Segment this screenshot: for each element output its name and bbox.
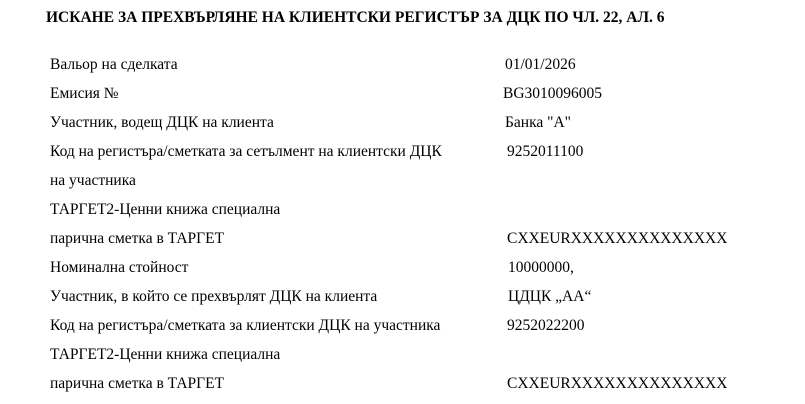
row-label: ТАРГЕТ2-Ценни книжа специална <box>50 346 281 363</box>
row-value: CXXEURXXXXXXXXXXXXXX <box>507 375 728 392</box>
row-holding-participant <box>0 114 805 143</box>
row-value: CXXEURXXXXXXXXXXXXXX <box>507 230 728 247</box>
row-value: ЦДЦК „АА“ <box>508 288 592 305</box>
row-label: парична сметка в ТАРГЕТ <box>50 375 225 392</box>
row-value: 9252022200 <box>507 317 585 334</box>
row-value: 10000000, <box>508 259 574 276</box>
document-title: ИСКАНЕ ЗА ПРЕХВЪРЛЯНЕ НА КЛИЕНТСКИ РЕГИСТЪР ЗА ДЦК ПО ЧЛ. 22, АЛ. 6 <box>46 9 665 26</box>
row-target2-account <box>0 230 805 259</box>
row-settlement-account-code <box>0 143 805 172</box>
row-label: Код на регистъра/сметката за клиентски ДЦК на участника <box>50 317 441 334</box>
row-issue-number <box>0 85 805 114</box>
row-value: 01/01/2026 <box>505 56 576 73</box>
row-target2-account-label-2 <box>0 346 805 375</box>
row-value-date <box>0 56 805 85</box>
row-value: 9252011100 <box>507 143 584 160</box>
row-label: Участник, в който се прехвърлят ДЦК на клиента <box>50 288 378 305</box>
row-receiving-participant <box>0 288 805 317</box>
row-target2-account-label <box>0 201 805 230</box>
row-label: парична сметка в ТАРГЕТ <box>50 230 225 247</box>
row-value: BG3010096005 <box>503 85 603 102</box>
row-label: Код на регистъра/сметката за сетълмент на клиентски ДЦК <box>50 143 442 160</box>
row-settlement-account-code-cont <box>0 172 805 201</box>
row-label: Вальор на сделката <box>50 56 178 73</box>
row-label: ТАРГЕТ2-Ценни книжа специална <box>50 201 281 218</box>
row-label: Номинална стойност <box>50 259 189 276</box>
row-client-account-code <box>0 317 805 346</box>
row-label: Участник, водещ ДЦК на клиента <box>50 114 274 131</box>
row-label: Емисия № <box>50 85 119 102</box>
row-label: на участника <box>50 172 136 189</box>
row-value: Банка "А" <box>505 114 571 131</box>
row-nominal-value <box>0 259 805 288</box>
